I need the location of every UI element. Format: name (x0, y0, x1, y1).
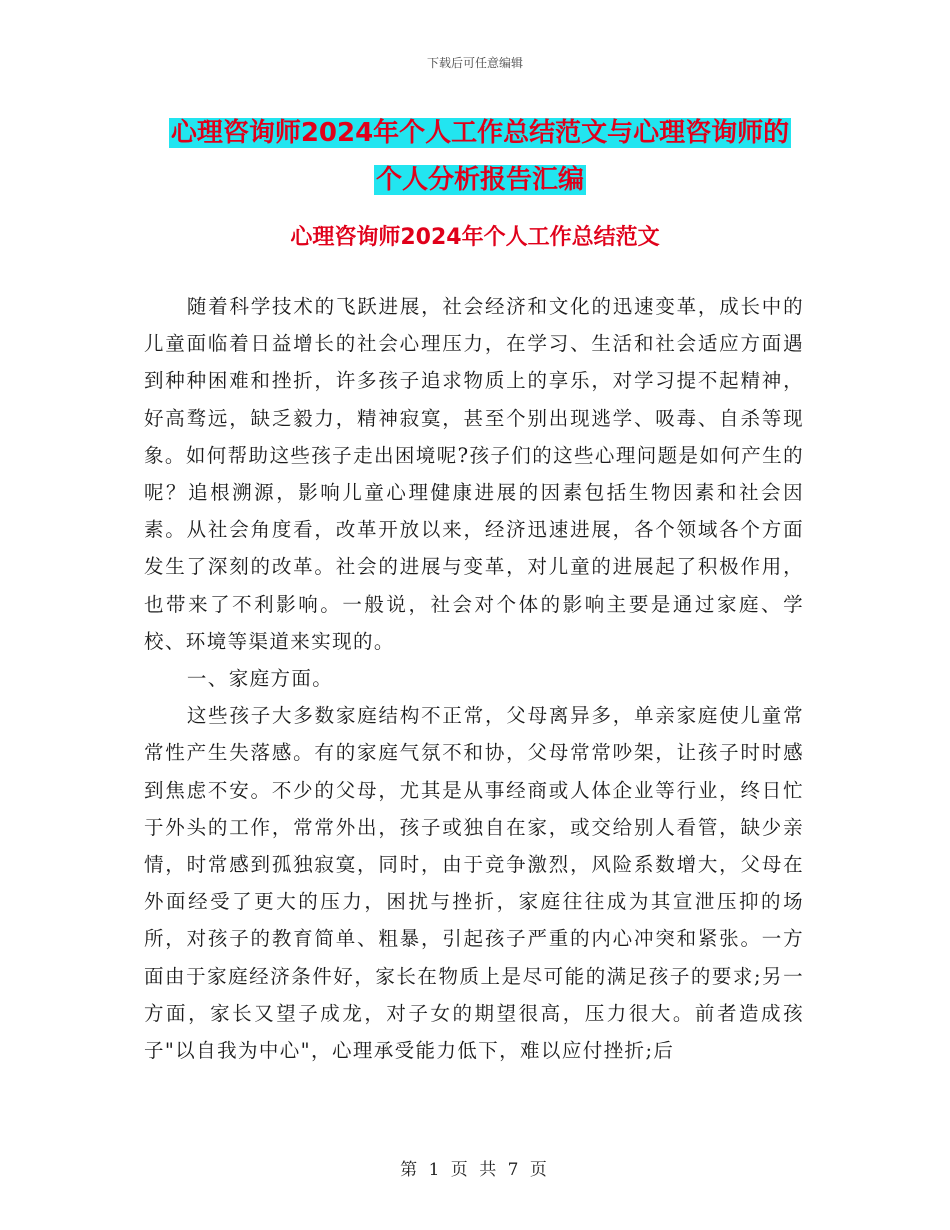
paragraph-heading: 一、家庭方面。 (186, 667, 334, 691)
paragraph: 随着科学技术的飞跃进展，社会经济和文化的迅速变革，成长中的儿童面临着日益增长的社会心理压力，在学习、生活和社会适应方面遇到种种困难和挫折，许多孩子追求物质上的享乐，对学习提不起精神，好高骛远，缺乏毅力，精神寂寞，甚至个别出现逃学、吸毒、自杀等现象。如何帮助这些孩子走出困境呢?孩子们的这些心理问题是如何产生的呢？追根溯源，影响儿童心理健康进展的因素包括生物因素和社会因素。从社会角度看，改革开放以来，经济迅速进展，各个领域各个方面发生了深刻的改革。社会的进展与变革，对儿童的进展起了积极作用，也带来了不利影响。一般说，社会对个体的影响主要是通过家庭、学校、环境等渠道来实现的。 (144, 295, 804, 653)
page-header-note: 下载后可任意编辑 (426, 56, 523, 70)
document-title-line-1: 心理咨询师2024年个人工作总结范文与心理咨询师的 (170, 118, 790, 148)
page-number: 第 1 页 共 7 页 (400, 1160, 550, 1180)
document-title (140, 110, 820, 204)
section-title: 心理咨询师2024年个人工作总结范文 (290, 225, 660, 250)
paragraph: 这些孩子大多数家庭结构不正常，父母离异多，单亲家庭使儿童常常性产生失落感。有的家庭气氛不和协，父母常常吵架，让孩子时时感到焦虑不安。不少的父母，尤其是从事经商或人体企业等行业，终日忙于外头的工作，常常外出，孩子或独自在家，或交给别人看管，缺少亲情，时常感到孤独寂寞，同时，由于竞争激烈，风险系数增大，父母在外面经受了更大的压力，困扰与挫折，家庭往往成为其宣泄压抑的场所，对孩子的教育简单、粗暴，引起孩子严重的内心冲突和紧张。一方面由于家庭经济条件好，家长在物质上是尽可能的满足孩子的要求;另一方面，家长又望子成龙，对子女的期望很高，压力很大。前者造成孩子"以自我为中心"，心理承受能力低下，难以应付挫折;后 (144, 704, 804, 1063)
document-body (144, 288, 804, 1069)
document-title-line-2: 个人分析报告汇编 (375, 165, 584, 195)
